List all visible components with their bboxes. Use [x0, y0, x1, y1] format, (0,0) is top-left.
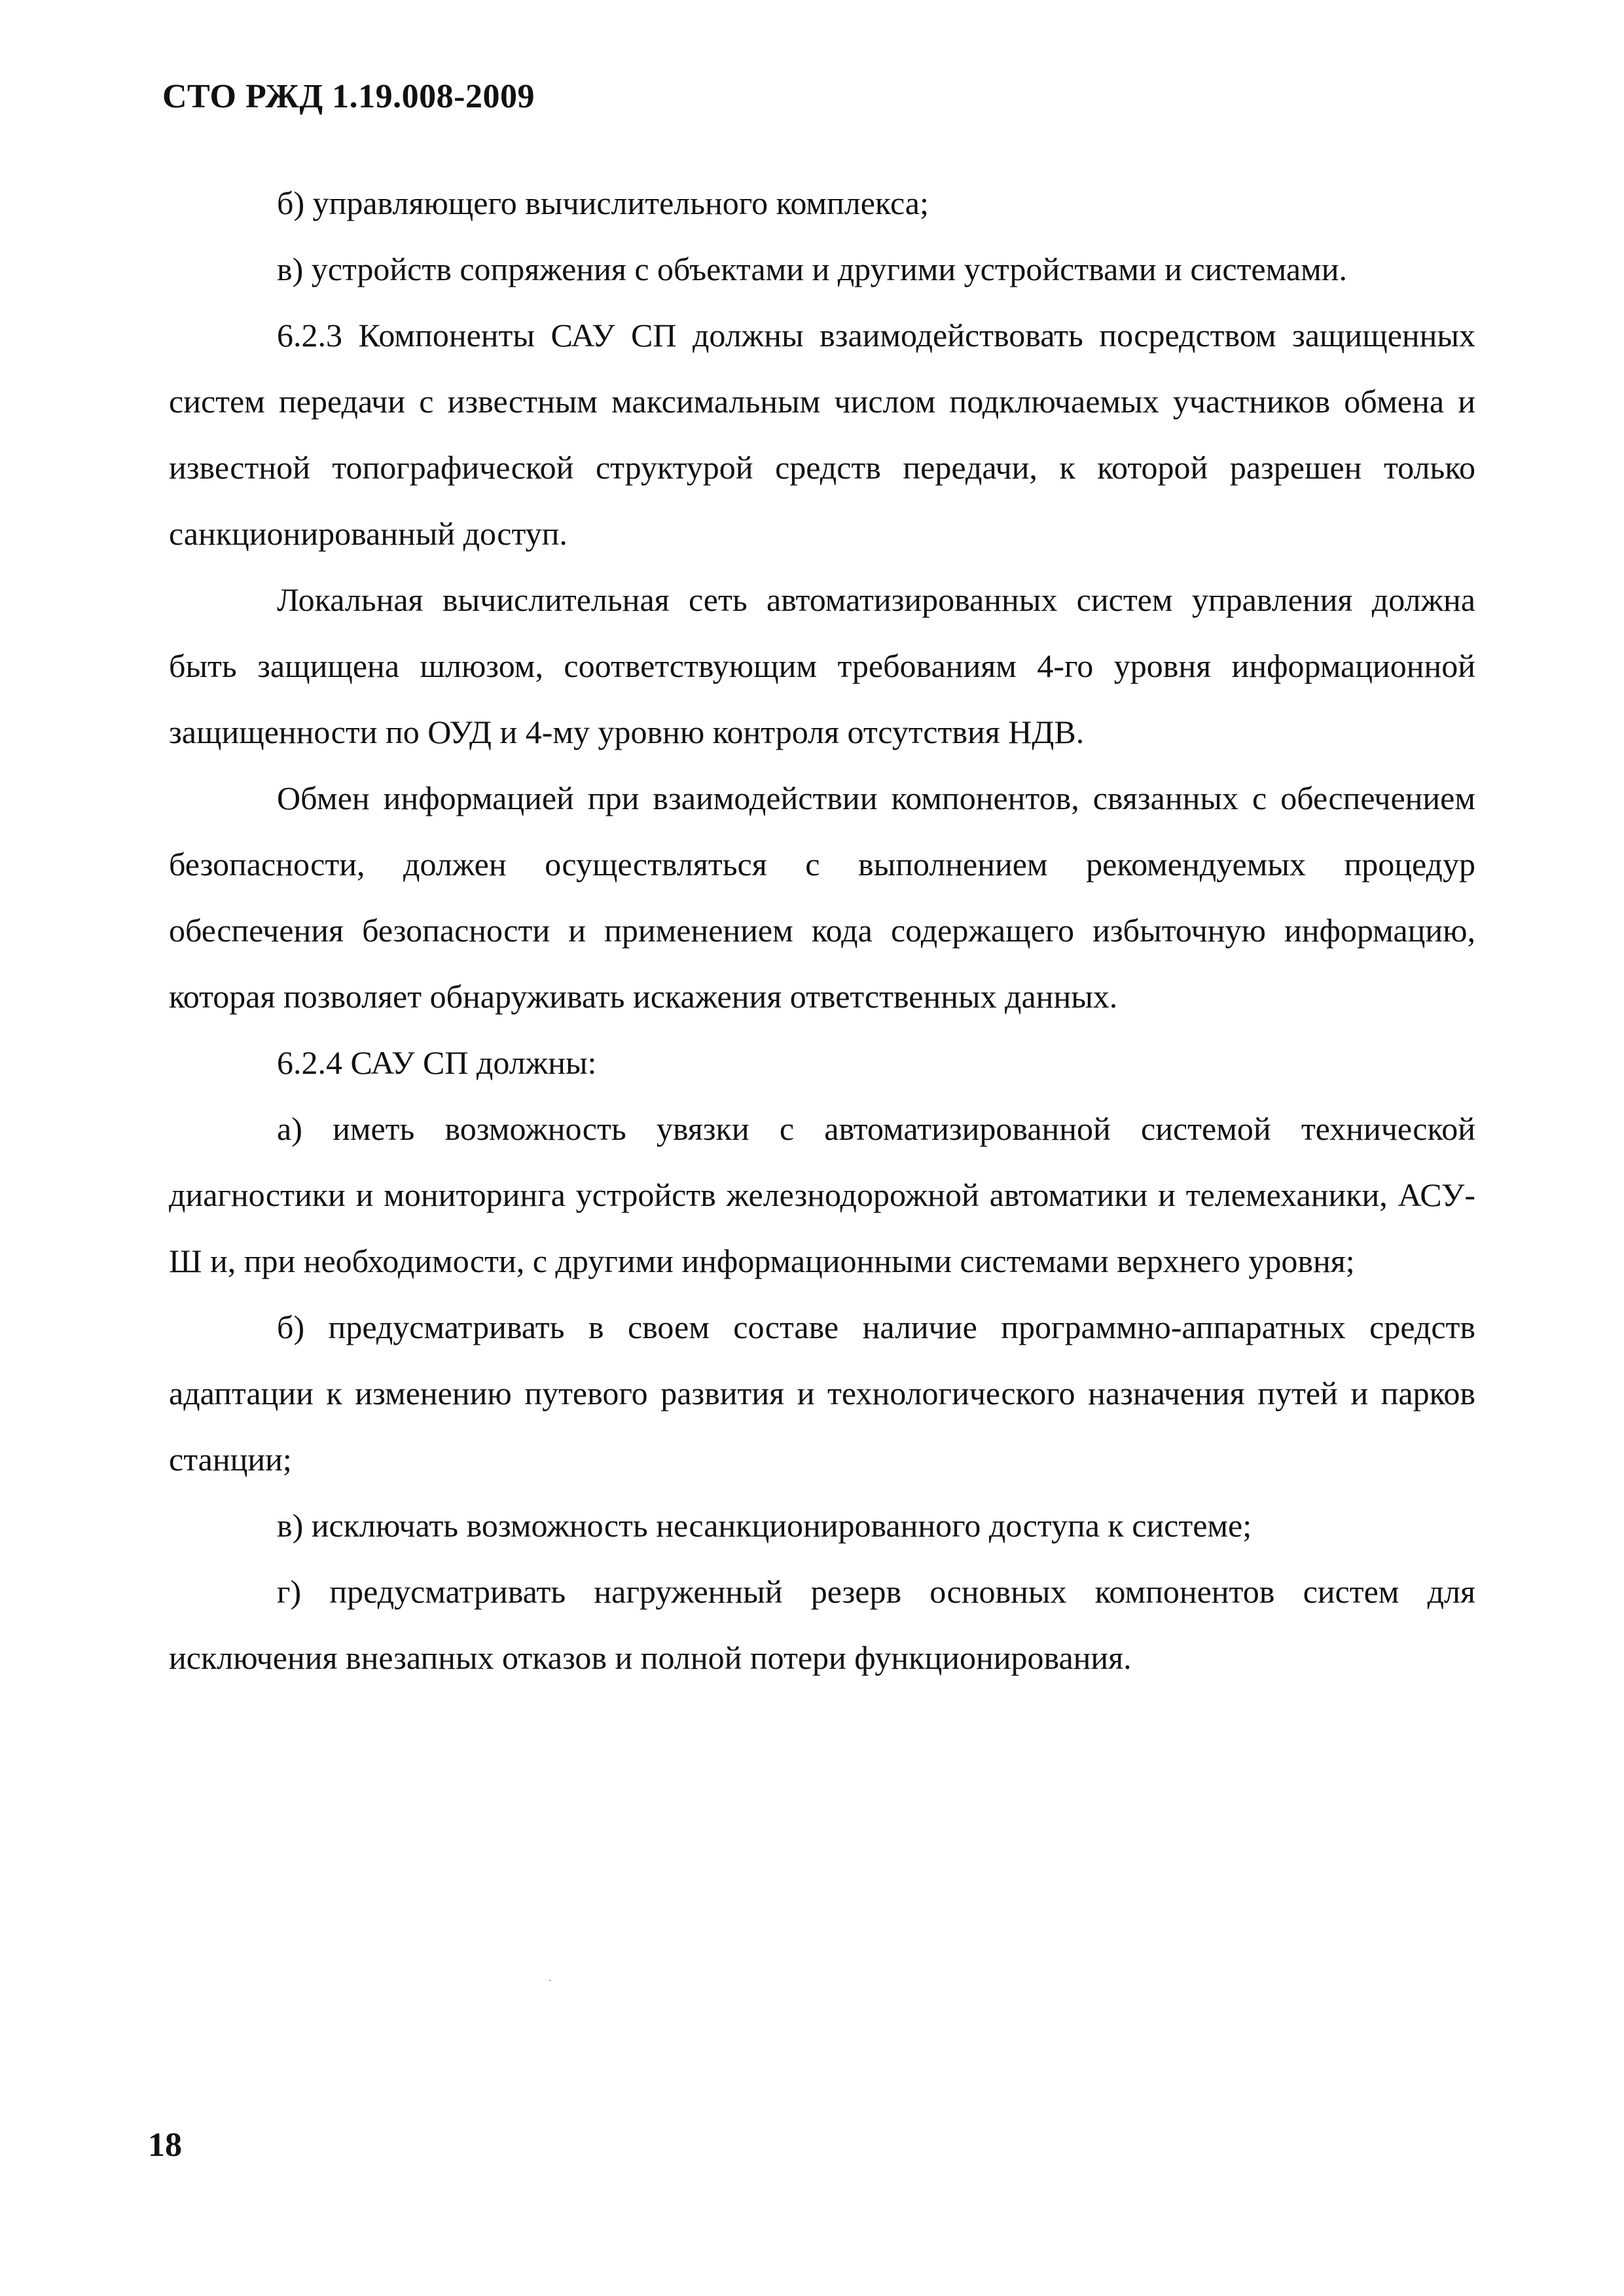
scan-speck — [549, 1980, 551, 1981]
paragraph-6-2-3: 6.2.3 Компоненты САУ СП должны взаимодействовать посредством защищенных систем передачи с известным максимальным числом подключаемых участников обмена и известной топографической структурой средств передачи, к которой разрешен только санкционированный доступ. — [169, 317, 1475, 552]
paragraph-v-interface-devices: в) устройств сопряжения с объектами и другими устройствами и системами. — [277, 251, 1348, 287]
paragraph-6-2-4: 6.2.4 САУ СП должны: — [277, 1044, 597, 1081]
page-number: 18 — [148, 2126, 182, 2164]
paragraph-b-computing-complex: б) управляющего вычислительного комплекса; — [277, 185, 929, 221]
paragraph-v-access: в) исключать возможность несанкционированного доступа к системе; — [277, 1507, 1252, 1544]
paragraph-a-diagnostics: а) иметь возможность увязки с автоматизированной системой технической диагностики и мониторинга устройств железнодорожной автоматики и телемеханики, АСУ-Ш и, при необходимости, с другими информационными системами верхнего уровня; — [169, 1110, 1475, 1279]
paragraph-information-exchange: Обмен информацией при взаимодействии компонентов, связанных с обеспечением безопасности, должен осуществляться с выполнением рекомендуемых процедур обеспечения безопасности и применением кода содержащего избыточную информацию, которая позволяет обнаруживать искажения ответственных данных. — [169, 780, 1475, 1015]
paragraph-local-network: Локальная вычислительная сеть автоматизированных систем управления должна быть защищена шлюзом, соответствующим требованиям 4-го уровня информационной защищенности по ОУД и 4-му уровню контроля отсутствия НДВ. — [169, 581, 1475, 750]
paragraph-g-redundancy: г) предусматривать нагруженный резерв основных компонентов систем для исключения внезапных отказов и полной потери функционирования. — [169, 1573, 1475, 1676]
document-code-header: СТО РЖД 1.19.008-2009 — [162, 78, 535, 115]
body-text — [169, 170, 1475, 1691]
paragraph-b-adaptation: б) предусматривать в своем составе наличие программно-аппаратных средств адаптации к изменению путевого развития и технологического назначения путей и парков станции; — [169, 1309, 1475, 1478]
